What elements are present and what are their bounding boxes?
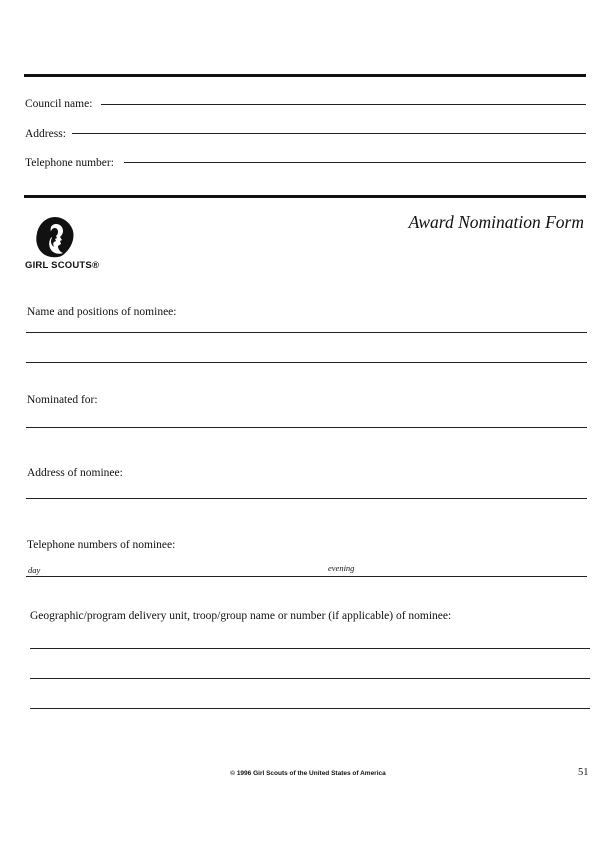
name-positions-label: Name and positions of nominee: [27,306,177,318]
council-telephone-label: Telephone number: [25,157,114,169]
section-rule [24,195,586,198]
trefoil-profiles-icon [33,215,77,259]
council-telephone-field[interactable] [124,162,586,163]
geographic-line-2[interactable] [30,678,590,679]
page-number: 51 [578,767,589,778]
top-rule [24,74,586,77]
name-positions-line-1[interactable] [26,332,587,333]
council-address-field[interactable] [72,133,586,134]
nominee-telephone-line[interactable] [26,576,587,577]
geographic-unit-label: Geographic/program delivery unit, troop/group name or number (if applicable) of nominee: [30,610,452,622]
nominee-address-line[interactable] [26,498,587,499]
nominated-for-label: Nominated for: [27,394,98,406]
name-positions-line-2[interactable] [26,362,587,363]
nominee-address-label: Address of nominee: [27,467,123,479]
page-title: Award Nomination Form [408,212,584,232]
day-label: day [28,565,41,575]
girl-scouts-brand-label: GIRL SCOUTS® [25,260,100,271]
council-name-field[interactable] [101,104,586,105]
evening-label: evening [328,563,355,573]
girl-scouts-trefoil-logo [33,215,77,259]
nominee-telephone-label: Telephone numbers of nominee: [27,539,176,551]
geographic-line-3[interactable] [30,708,590,709]
copyright-notice: © 1996 Girl Scouts of the United States of America [230,770,386,777]
nominated-for-line[interactable] [26,427,587,428]
council-name-label: Council name: [25,98,93,110]
geographic-line-1[interactable] [30,648,590,649]
council-address-label: Address: [25,128,66,140]
